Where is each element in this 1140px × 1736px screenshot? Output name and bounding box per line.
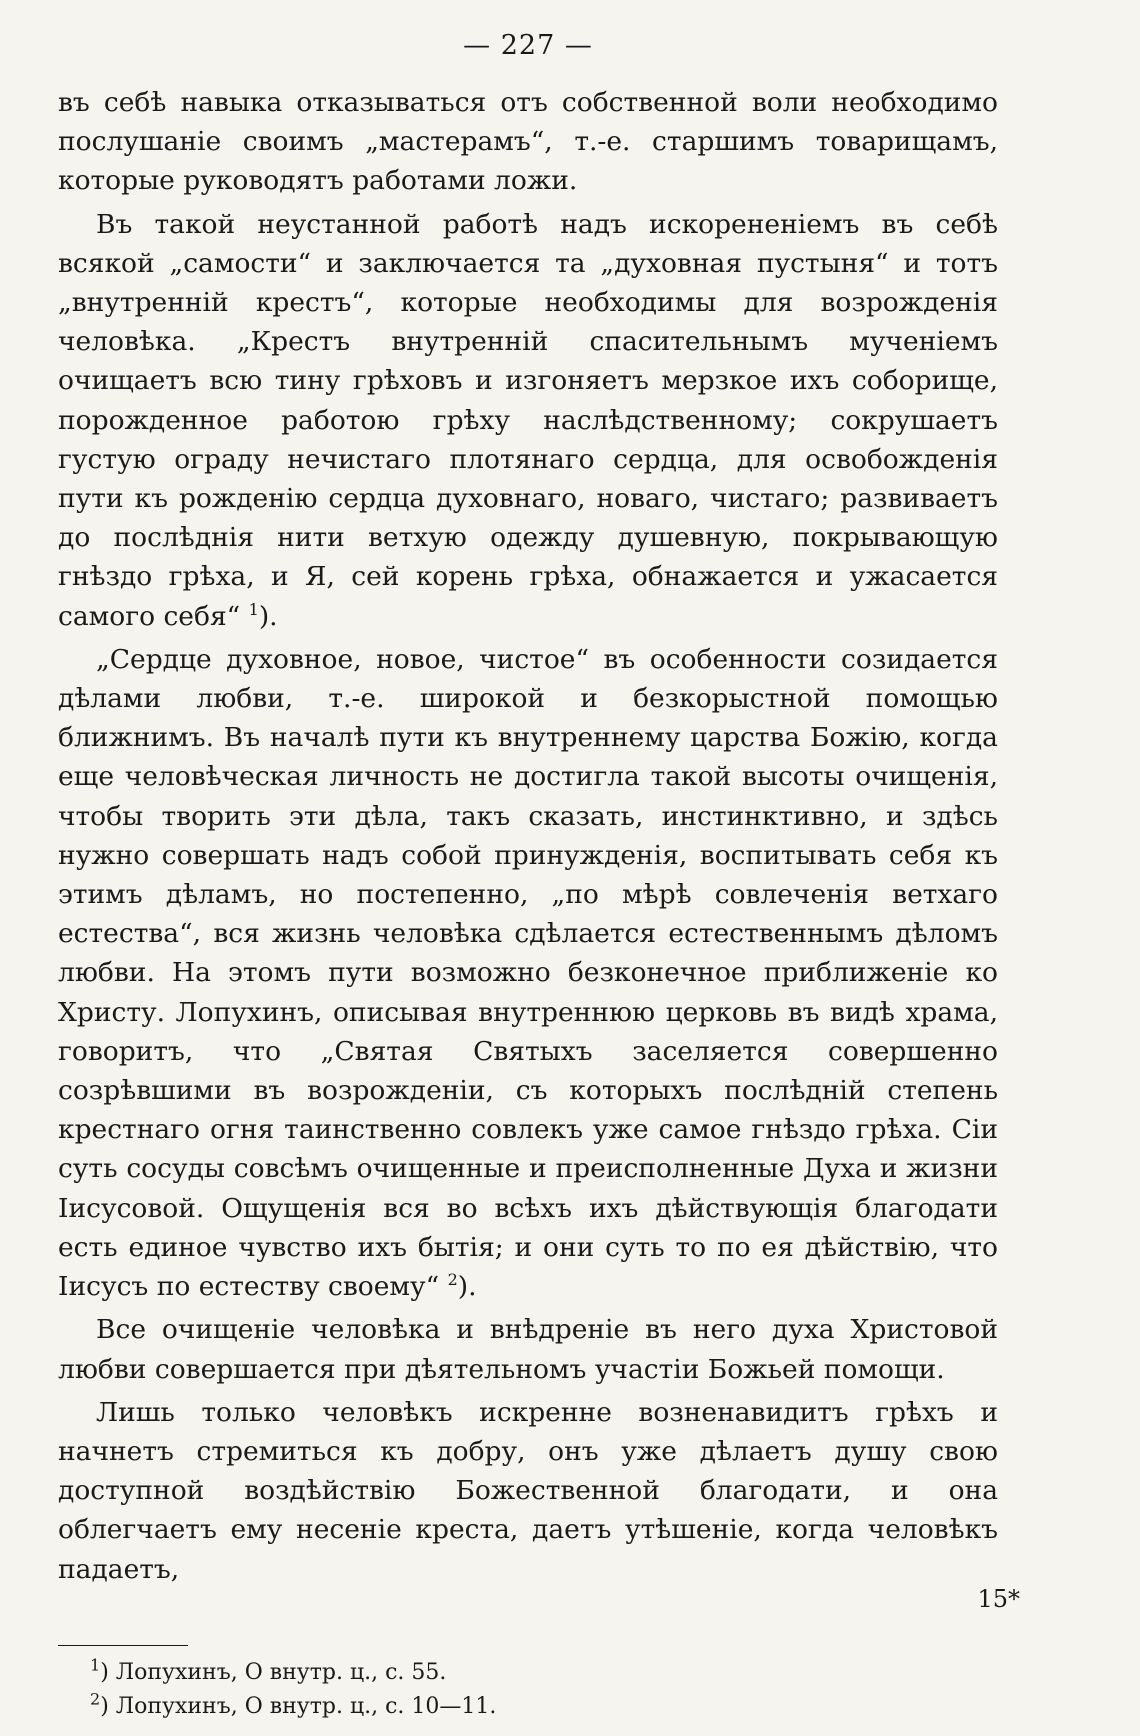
footnote-2: $^2$) Лопухинъ, О внутр. ц., с. 10—11.	[90, 1689, 497, 1719]
signature-mark: 15*	[977, 1585, 1020, 1613]
paragraph-4: Все очищеніе человѣка и внѣдреніе въ него духа Христовой любви совершается при дѣятельномъ участіи Божьей помощи.	[58, 1314, 998, 1385]
footnotes	[58, 1656, 998, 1724]
book-page	[58, 30, 998, 1724]
page-number: — 227 —	[463, 30, 593, 61]
footnote-ref-2: 2	[447, 1270, 458, 1290]
paragraph-1: въ себѣ навыка отказываться отъ собственной воли необходимо послушаніе своимъ „мастерамъ“, т.-е. старшимъ товарищамъ, которые руководятъ работами ложи.	[58, 87, 998, 197]
paragraph-3: „Сердце духовное, новое, чистое“ въ особенности созидается дѣлами любви, т.-е. широкой и безкорыстной помощью ближнимъ. Въ началѣ пути къ внутреннему царства Божію, когда еще человѣческая личность не достигла такой высоты очищенія, чтобы творить эти дѣла, такъ сказать, инстинктивно, и здѣсь нужно совершать надъ собой принужденія, воспитывать себя къ этимъ дѣламъ, но постепенно, „по мѣрѣ совлеченія ветхаго естества“, вся жизнь человѣка сдѣлается естественнымъ дѣломъ любви. На этомъ пути возможно безконечное приближеніе ко Христу. Лопухинъ, описывая внутреннюю церковь въ видѣ храма, говоритъ, что „Святая Святыхъ заселяется совершенно созрѣвшими въ возрожденіи, съ которыхъ послѣдній степень крестнаго огня таинственно совлекъ уже самое гнѣздо грѣха. Сіи суть сосуды совсѣмъ очищенные и преисполненные Духа и жизни Іисусовой. Ощущенія вся во всѣхъ ихъ дѣйствующія благодати есть единое чувство ихъ бытія; и они суть то по ея дѣйствію, что Іисусъ по естеству своему“ $^2$).	[58, 643, 998, 1303]
paragraph-5: Лишь только человѣкъ искренне возненавидитъ грѣхъ и начнетъ стремиться къ добру, онъ уже дѣлаетъ душу свою доступной воздѣйствію Божественной благодати, и она облегчаетъ ему несеніе креста, даетъ утѣшеніе, когда человѣкъ падаетъ,	[58, 1396, 998, 1585]
body-text	[58, 83, 998, 1589]
footnote-divider	[58, 1645, 188, 1646]
footnote-ref-1: 1	[248, 599, 259, 619]
footnote-1: $^1$) Лопухинъ, О внутр. ц., с. 55.	[90, 1655, 447, 1685]
paragraph-2: Въ такой неустанной работѣ надъ искорененіемъ въ себѣ всякой „самости“ и заключается та „духовная пустыня“ и тотъ „внутренній крестъ“, которые необходимы для возрожденія человѣка. „Крестъ внутренній спасительнымъ мученіемъ очищаетъ всю тину грѣховъ и изгоняетъ мерзкое ихъ соборище, порожденное работою грѣху наслѣдственному; сокрушаетъ густую ограду нечистаго плотянаго сердца, для освобожденія пути къ рожденію сердца духовнаго, новаго, чистаго; развиваетъ до послѣднія нити ветхую одежду душевную, покрывающую гнѣздо грѣха, и Я, сей корень грѣха, обнажается и ужасается самого себя“ $^1$).	[58, 208, 998, 632]
